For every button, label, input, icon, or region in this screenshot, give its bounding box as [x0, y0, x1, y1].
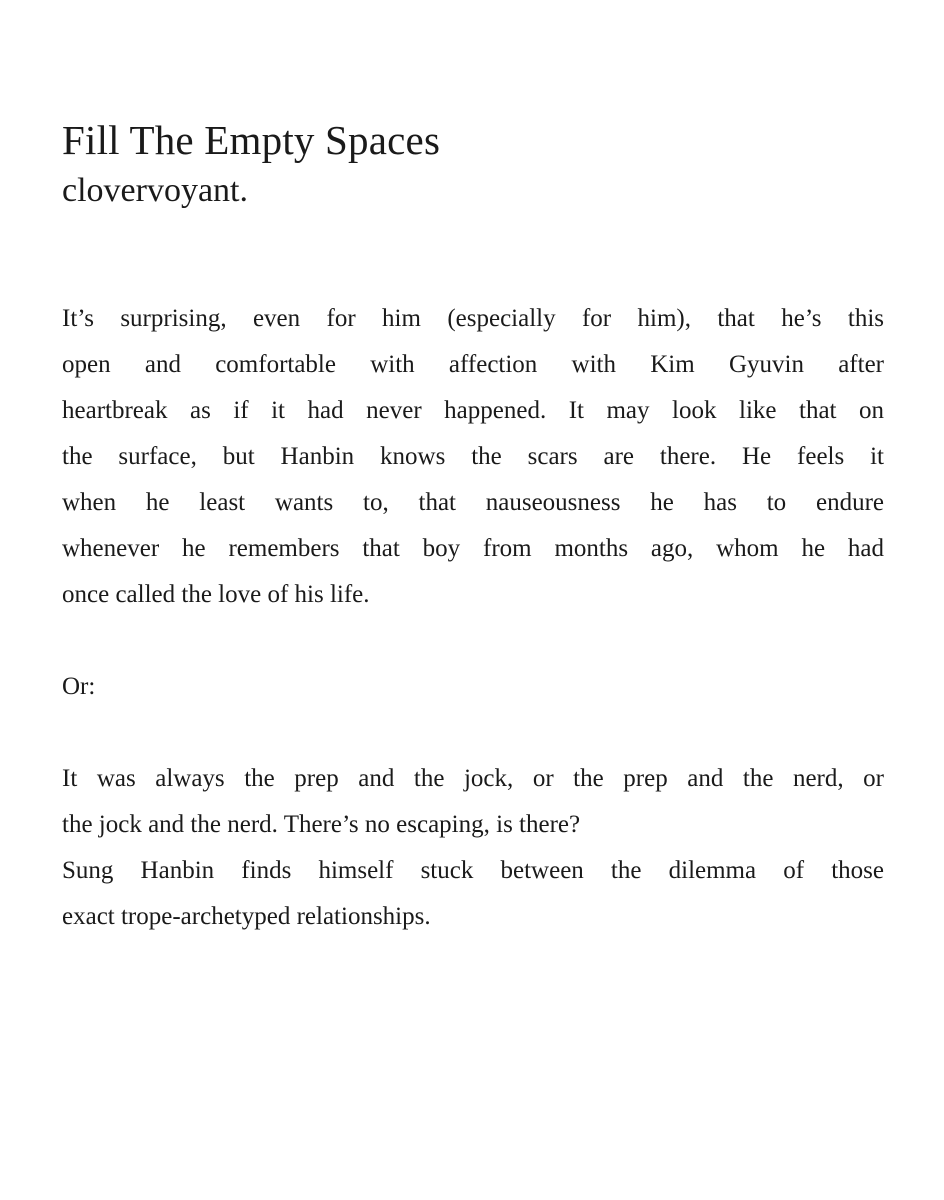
document-page: [62, 112, 884, 940]
text-line: when he least wants to, that nauseousness he has to endure: [62, 489, 884, 516]
text-line: whenever he remembers that boy from months ago, whom he had: [62, 535, 884, 562]
text-line: exact trope-archetyped relationships.: [62, 903, 431, 930]
story-title: Fill The Empty Spaces: [62, 117, 441, 163]
text-line: the jock and the nerd. There’s no escaping, is there?: [62, 811, 581, 838]
text-line: the surface, but Hanbin knows the scars are there. He feels it: [62, 443, 884, 470]
summary-paragraph-1: [62, 296, 884, 618]
text-line: heartbreak as if it had never happened. It may look like that on: [62, 397, 884, 424]
story-author: clovervoyant.: [62, 172, 248, 209]
or-separator: Or:: [62, 673, 96, 700]
text-line: once called the love of his life.: [62, 581, 370, 608]
text-line: It’s surprising, even for him (especially for him), that he’s this: [62, 305, 884, 332]
text-line: open and comfortable with affection with Kim Gyuvin after: [62, 351, 884, 378]
text-line: Sung Hanbin finds himself stuck between the dilemma of those: [62, 857, 884, 884]
text-line: It was always the prep and the jock, or the prep and the nerd, or: [62, 765, 884, 792]
summary-paragraph-2: [62, 756, 884, 940]
